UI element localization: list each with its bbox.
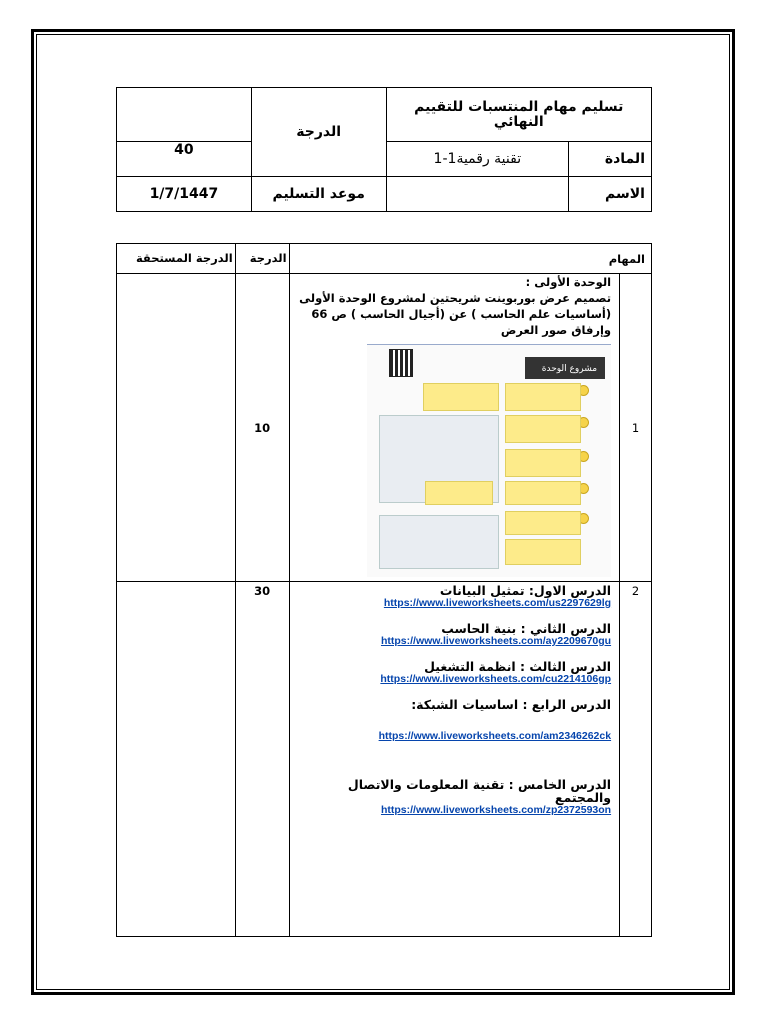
due-date-value: 1/7/1447: [117, 177, 252, 212]
lesson-title: الدرس الاول: تمثيل البيانات: [439, 583, 612, 598]
unit-task-text: تصميم عرض بوربوينت شريحتين لمشروع الوحدة الأولى (أساسيات علم الحاسب ) عن (أجيال الحاسب ) ص 66 وإرفاق صور العرض: [299, 291, 612, 337]
earned-grade-cell[interactable]: [117, 274, 236, 582]
lesson-title: الدرس الرابع : اساسيات الشبكة:: [411, 697, 612, 712]
lesson-title: الدرس الثاني : بنية الحاسب: [441, 621, 612, 636]
grade-header: الدرجة: [235, 244, 289, 274]
earned-grade-cell[interactable]: [117, 582, 236, 937]
row-number: 2: [620, 582, 652, 937]
due-date-label: موعد التسليم: [251, 177, 386, 212]
lesson-title: الدرس الخامس : تقنية المعلومات والاتصال والمجتمع: [347, 777, 612, 805]
lesson-link[interactable]: https://www.liveworksheets.com/cu2214106gp: [380, 673, 612, 685]
lesson-link[interactable]: https://www.liveworksheets.com/ay2209670gu: [380, 635, 612, 647]
header-table: [116, 87, 652, 212]
project-banner: مشروع الوحدة: [525, 357, 605, 379]
task-cell: [289, 274, 620, 582]
lesson-title: الدرس الثالث : انظمة التشغيل: [424, 659, 612, 674]
table-row: [117, 582, 652, 937]
table-row: [117, 274, 652, 582]
lesson-link[interactable]: https://www.liveworksheets.com/am2346262ck: [378, 730, 612, 742]
subject-label: المادة: [569, 142, 652, 177]
grade-label: الدرجة: [251, 88, 386, 177]
subject-value: تقنية رقمية1-1: [386, 142, 569, 177]
tasks-header: المهام: [289, 244, 651, 274]
unit-heading: الوحدة الأولى :: [525, 275, 612, 289]
lesson-link[interactable]: https://www.liveworksheets.com/us2297629lg: [383, 597, 612, 609]
tasks-table: [116, 243, 652, 937]
task-grade: 30: [235, 582, 289, 937]
name-label: الاسم: [569, 177, 652, 212]
page-title: تسليم مهام المنتسبات للتقييم النهائي: [386, 88, 651, 142]
name-value[interactable]: [386, 177, 569, 212]
grade-blank-cell: [117, 88, 252, 142]
grade-value: 40: [117, 142, 252, 177]
earned-grade-header: الدرجة المستحقة: [117, 244, 236, 274]
project-screenshot-image: [367, 344, 611, 577]
lesson-link[interactable]: https://www.liveworksheets.com/zp2372593on: [380, 804, 612, 816]
task-cell: [289, 582, 620, 937]
task-grade: 10: [235, 274, 289, 582]
row-number: 1: [620, 274, 652, 582]
qr-code-icon: [389, 349, 413, 377]
